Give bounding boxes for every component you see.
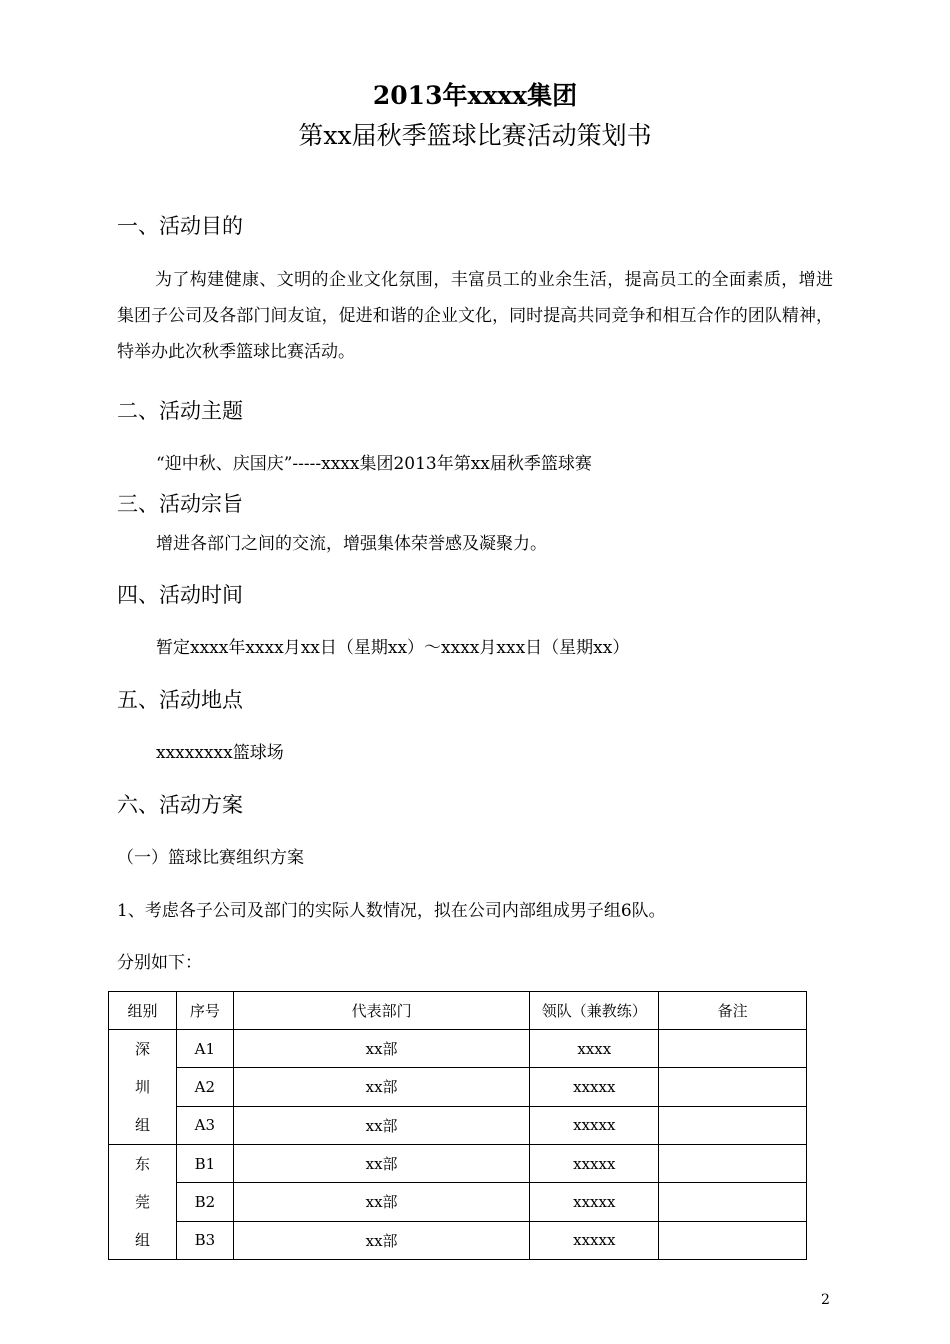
leader-cell: xxxxx bbox=[530, 1106, 659, 1144]
department-cell: xx部 bbox=[233, 1068, 530, 1106]
section-heading-time: 四、活动时间 bbox=[117, 583, 243, 607]
section-body-purpose: 为了构建健康、文明的企业文化氛围，丰富员工的业余生活，提高员工的全面素质，增进集团子公司及各部门间友谊，促进和谐的企业文化，同时提高共同竞争和相互合作的团队精神，特举办此次秋季篮球比赛活动。 bbox=[117, 270, 833, 362]
department-cell: xx部 bbox=[233, 1030, 530, 1068]
section-body-venue: xxxxxxxx篮球场 bbox=[156, 743, 284, 763]
note-cell bbox=[659, 1145, 807, 1183]
section-body-aim: 增进各部门之间的交流，增强集体荣誉感及凝聚力。 bbox=[156, 534, 547, 554]
table-row bbox=[109, 1106, 807, 1144]
leader-cell: xxxxx bbox=[530, 1183, 659, 1221]
team-number-cell: A3 bbox=[176, 1106, 233, 1144]
document-title-line1: 2013年xxxx集团 bbox=[372, 81, 578, 110]
team-number-cell: B3 bbox=[176, 1221, 233, 1259]
department-cell: xx部 bbox=[233, 1221, 530, 1259]
column-header-number: 序号 bbox=[176, 992, 233, 1030]
team-table bbox=[108, 991, 807, 1260]
note-cell bbox=[659, 1106, 807, 1144]
document-title-line2: 第xx届秋季篮球比赛活动策划书 bbox=[298, 121, 652, 150]
leader-cell: xxxxx bbox=[530, 1221, 659, 1259]
table-row bbox=[109, 1221, 807, 1259]
leader-cell: xxxxx bbox=[530, 1145, 659, 1183]
column-header-group: 组别 bbox=[109, 992, 177, 1030]
group-name-char: 组 bbox=[134, 1116, 150, 1134]
department-cell: xx部 bbox=[233, 1145, 530, 1183]
group-name-char: 莞 bbox=[134, 1193, 150, 1211]
group-name-char: 圳 bbox=[134, 1078, 150, 1096]
plan-sub-heading: （一）篮球比赛组织方案 bbox=[117, 848, 304, 868]
group-name-char: 东 bbox=[134, 1155, 150, 1173]
team-number-cell: B2 bbox=[176, 1183, 233, 1221]
note-cell bbox=[659, 1183, 807, 1221]
section-heading-venue: 五、活动地点 bbox=[117, 688, 243, 712]
section-body-time: 暂定xxxx年xxxx月xx日（星期xx）～xxxx月xxx日（星期xx） bbox=[156, 638, 630, 658]
table-row bbox=[109, 1030, 807, 1068]
group-name-char: 组 bbox=[134, 1231, 150, 1249]
column-header-department: 代表部门 bbox=[233, 992, 530, 1030]
note-cell bbox=[659, 1030, 807, 1068]
group-name-cell bbox=[109, 1030, 177, 1145]
section-heading-plan: 六、活动方案 bbox=[117, 793, 243, 817]
group-name-char: 深 bbox=[134, 1040, 150, 1058]
team-number-cell: A2 bbox=[176, 1068, 233, 1106]
note-cell bbox=[659, 1221, 807, 1259]
table-row bbox=[109, 1145, 807, 1183]
leader-cell: xxxx bbox=[530, 1030, 659, 1068]
team-number-cell: A1 bbox=[176, 1030, 233, 1068]
department-cell: xx部 bbox=[233, 1106, 530, 1144]
department-cell: xx部 bbox=[233, 1183, 530, 1221]
table-row bbox=[109, 1183, 807, 1221]
column-header-leader: 领队（兼教练） bbox=[530, 992, 659, 1030]
leader-cell: xxxxx bbox=[530, 1068, 659, 1106]
plan-item-1: 1、考虑各子公司及部门的实际人数情况，拟在公司内部组成男子组6队。 bbox=[117, 901, 666, 921]
section-heading-aim: 三、活动宗旨 bbox=[117, 492, 243, 516]
group-name-cell bbox=[109, 1145, 177, 1260]
note-cell bbox=[659, 1068, 807, 1106]
section-heading-purpose: 一、活动目的 bbox=[117, 214, 243, 238]
column-header-note: 备注 bbox=[659, 992, 807, 1030]
plan-list-intro: 分别如下： bbox=[117, 953, 202, 973]
section-heading-theme: 二、活动主题 bbox=[117, 399, 243, 423]
page-number: 2 bbox=[821, 1292, 830, 1308]
table-row bbox=[109, 1068, 807, 1106]
section-body-theme: “迎中秋、庆国庆”-----xxxx集团2013年第xx届秋季篮球赛 bbox=[156, 454, 592, 474]
team-number-cell: B1 bbox=[176, 1145, 233, 1183]
team-table-header-row bbox=[109, 992, 807, 1030]
